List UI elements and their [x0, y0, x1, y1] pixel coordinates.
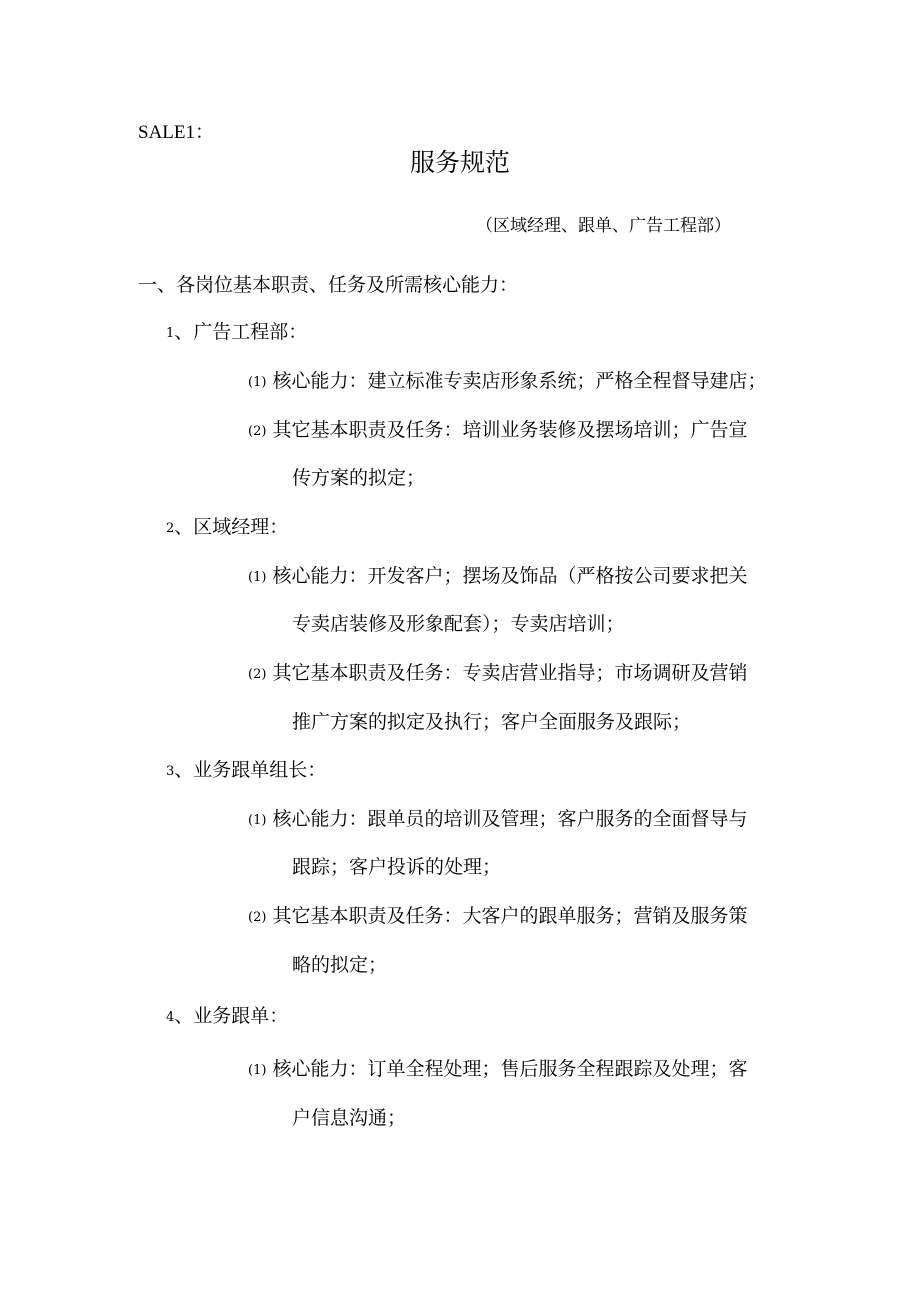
subsection-separator: 、	[174, 321, 194, 343]
item-number: (2)	[248, 910, 267, 925]
item-text-line2: 略的拟定；	[292, 954, 388, 976]
item-text-line2: 跟踪；客户投诉的处理；	[292, 856, 502, 878]
item-number: (1)	[248, 1063, 267, 1078]
item-text-line2: 户信息沟通；	[292, 1107, 407, 1129]
subsection-number: 1	[166, 326, 175, 341]
item-number: (2)	[248, 667, 267, 682]
subsection-number: 3	[166, 764, 175, 779]
list-item	[248, 1057, 747, 1083]
section-heading: 一、各岗位基本职责、任务及所需核心能力：	[138, 274, 519, 296]
list-item	[248, 418, 747, 444]
item-text-line2: 专卖店装修及形象配套）；专卖店培训；	[292, 613, 625, 635]
subsection-title: 广告工程部：	[193, 321, 308, 343]
subsection-title: 业务跟单：	[193, 1005, 289, 1027]
list-item	[248, 807, 747, 833]
subsection-separator: 、	[174, 759, 194, 781]
subsection-number: 2	[166, 521, 175, 536]
document-subtitle: （区域经理、跟单、广告工程部）	[476, 216, 731, 236]
list-item	[248, 661, 747, 687]
item-text-line1: 核心能力：建立标准专卖店形象系统；严格全程督导建店；	[272, 370, 767, 392]
item-text-line2: 传方案的拟定；	[292, 467, 426, 489]
list-item	[248, 564, 747, 590]
subsection-title: 区域经理：	[193, 516, 289, 538]
list-item	[248, 904, 747, 930]
item-text-line1: 核心能力：订单全程处理；售后服务全程跟踪及处理；客	[272, 1058, 748, 1080]
item-number: (1)	[248, 813, 267, 828]
item-text-line1: 核心能力：开发客户；摆场及饰品（严格按公司要求把关	[272, 565, 748, 587]
document-label: SALE1：	[138, 122, 215, 143]
item-number: (2)	[248, 424, 267, 439]
subsection-title: 业务跟单组长：	[193, 759, 327, 781]
document-title: 服务规范	[409, 148, 510, 177]
item-text-line2: 推广方案的拟定及执行；客户全面服务及跟际；	[292, 711, 692, 733]
subsection-heading	[166, 320, 307, 346]
item-text-line1: 其它基本职责及任务：培训业务装修及摆场培训；广告宣	[272, 419, 748, 441]
subsection-separator: 、	[174, 516, 194, 538]
item-number: (1)	[248, 570, 267, 585]
subsection-number: 4	[166, 1010, 175, 1025]
subsection-heading	[166, 1004, 288, 1030]
item-text-line1: 其它基本职责及任务：大客户的跟单服务；营销及服务策	[272, 905, 748, 927]
item-number: (1)	[248, 375, 267, 390]
subsection-separator: 、	[174, 1005, 194, 1027]
subsection-heading	[166, 515, 288, 541]
item-text-line1: 核心能力：跟单员的培训及管理；客户服务的全面督导与	[272, 808, 748, 830]
list-item	[248, 369, 766, 395]
subsection-heading	[166, 758, 326, 784]
item-text-line1: 其它基本职责及任务：专卖店营业指导；市场调研及营销	[272, 662, 748, 684]
